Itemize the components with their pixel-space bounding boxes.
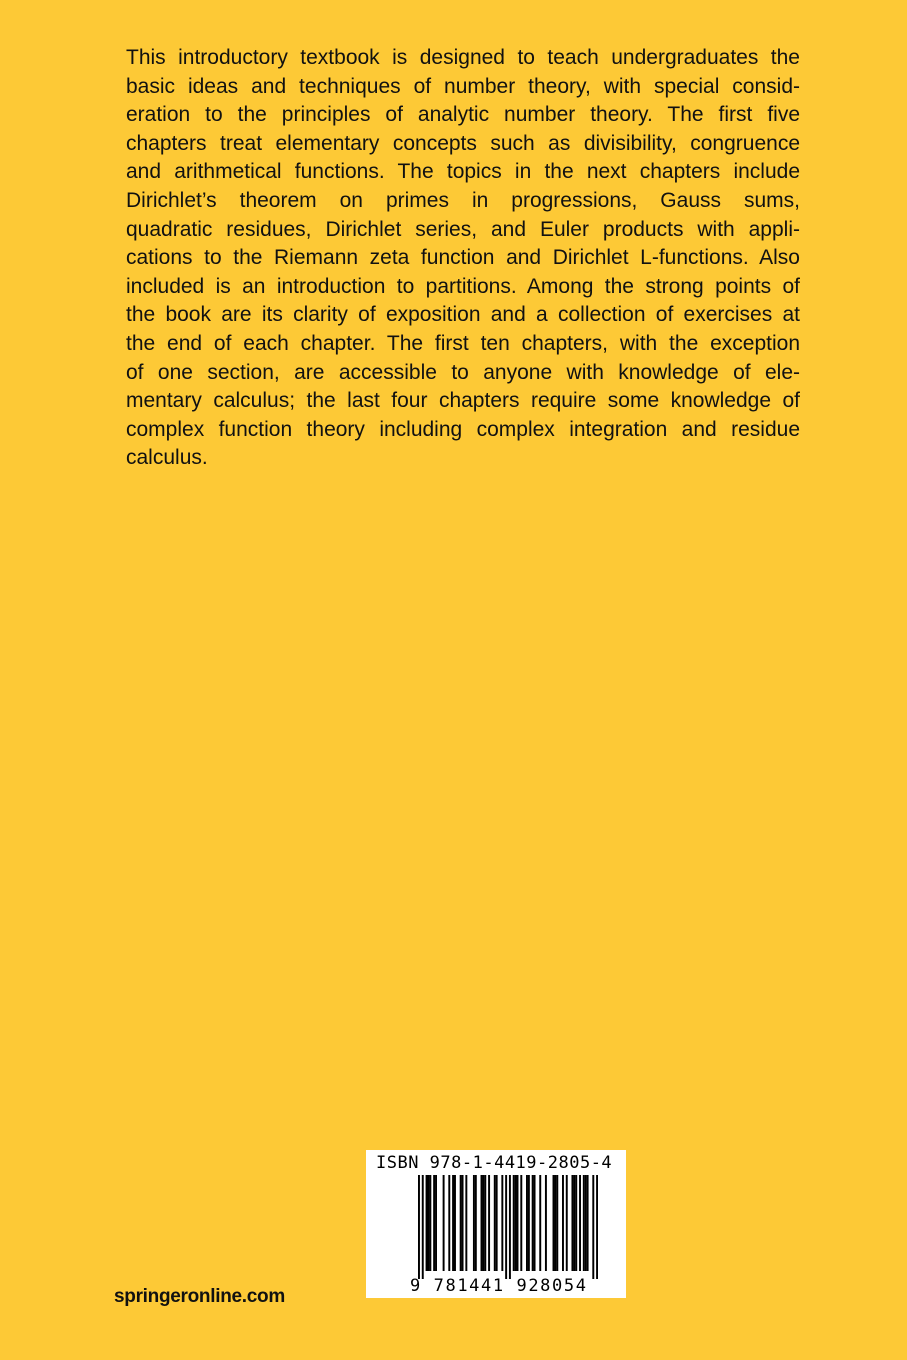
barcode-bar — [435, 1175, 437, 1271]
barcode-bar — [596, 1175, 598, 1279]
barcode-bar — [553, 1175, 555, 1271]
barcode-bar — [429, 1175, 431, 1271]
barcode-bar — [513, 1175, 515, 1271]
barcode-bar — [556, 1175, 558, 1271]
barcode-bar — [534, 1175, 536, 1271]
barcode-bars — [418, 1175, 598, 1279]
barcode-bar — [422, 1175, 424, 1279]
barcode-bar — [448, 1175, 450, 1271]
blurb-line: mentary calculus; the last four chapters require some knowledge of — [126, 389, 800, 413]
barcode-bar — [482, 1175, 484, 1271]
barcode-bar — [526, 1175, 528, 1271]
barcode-bar — [494, 1175, 496, 1271]
blurb-line: quadratic residues, Dirichlet series, and Euler products with appli- — [126, 217, 800, 241]
barcode-bar — [501, 1175, 503, 1271]
blurb-line: calculus. — [126, 446, 208, 470]
barcode-bar — [573, 1175, 575, 1271]
barcode-bar — [484, 1175, 486, 1271]
barcode-bar — [539, 1175, 541, 1271]
barcode-bar — [418, 1175, 420, 1279]
barcode-bar — [532, 1175, 534, 1271]
blurb-line: Dirichlet’s theorem on primes in progressions, Gauss sums, — [126, 188, 800, 212]
blurb-line: chapters treat elementary concepts such as divisibility, congruence — [126, 131, 800, 155]
blurb-line: complex function theory including complex integration and residue — [126, 417, 800, 441]
barcode-bar — [505, 1175, 507, 1279]
barcode-bar — [475, 1175, 477, 1271]
barcode-bar — [465, 1175, 467, 1271]
publisher-website: springeronline.com — [114, 1286, 285, 1307]
barcode-bar — [427, 1175, 429, 1271]
barcode-bar — [583, 1175, 585, 1271]
barcode-bar — [452, 1175, 454, 1271]
barcode-label — [366, 1150, 626, 1298]
barcode-bar — [515, 1175, 517, 1271]
barcode-bar — [520, 1175, 522, 1271]
blurb-line: the end of each chapter. The first ten chapters, with the exception — [126, 331, 800, 355]
barcode-bar — [517, 1175, 519, 1271]
blurb-line: and arithmetical functions. The topics in the next chapters include — [126, 160, 800, 184]
barcode-bar — [528, 1175, 530, 1271]
blurb-line: of one section, are accessible to anyone with knowledge of ele- — [126, 360, 800, 384]
barcode-bar — [473, 1175, 475, 1271]
barcode-bar — [571, 1175, 573, 1271]
barcode-bar — [587, 1175, 589, 1271]
barcode-bar — [575, 1175, 577, 1271]
barcode-bar — [481, 1175, 483, 1271]
barcode-bar — [433, 1175, 435, 1271]
blurb-line: eration to the principles of analytic number theory. The first five — [126, 103, 800, 127]
barcode-bar — [562, 1175, 564, 1271]
barcode-digits: 9 781441 928054 — [410, 1276, 588, 1296]
barcode-bar — [566, 1175, 568, 1271]
barcode-bar — [462, 1175, 464, 1271]
barcode-bar — [488, 1175, 490, 1271]
isbn-label: ISBN 978-1-4419-2805-4 — [376, 1153, 613, 1173]
barcode-bar — [443, 1175, 445, 1271]
barcode-bar — [460, 1175, 462, 1271]
blurb-line: included is an introduction to partitions. Among the strong points of — [126, 274, 800, 298]
blurb-line: cations to the Riemann zeta function and Dirichlet L-functions. Also — [126, 246, 800, 270]
barcode-bar — [592, 1175, 594, 1279]
barcode-bar — [426, 1175, 428, 1271]
barcode-bar — [454, 1175, 456, 1271]
barcode-bar — [545, 1175, 547, 1271]
blurb-line: the book are its clarity of exposition and a collection of exercises at — [126, 303, 800, 327]
barcode-bar — [579, 1175, 581, 1271]
barcode-bar — [509, 1175, 511, 1279]
blurb-line: This introductory textbook is designed to teach undergraduates the — [126, 46, 800, 69]
barcode-bar — [554, 1175, 556, 1271]
barcode-bar — [585, 1175, 587, 1271]
blurb-text — [126, 44, 800, 473]
blurb-line: basic ideas and techniques of number theory, with special consid- — [126, 74, 800, 98]
barcode-bar — [496, 1175, 498, 1271]
